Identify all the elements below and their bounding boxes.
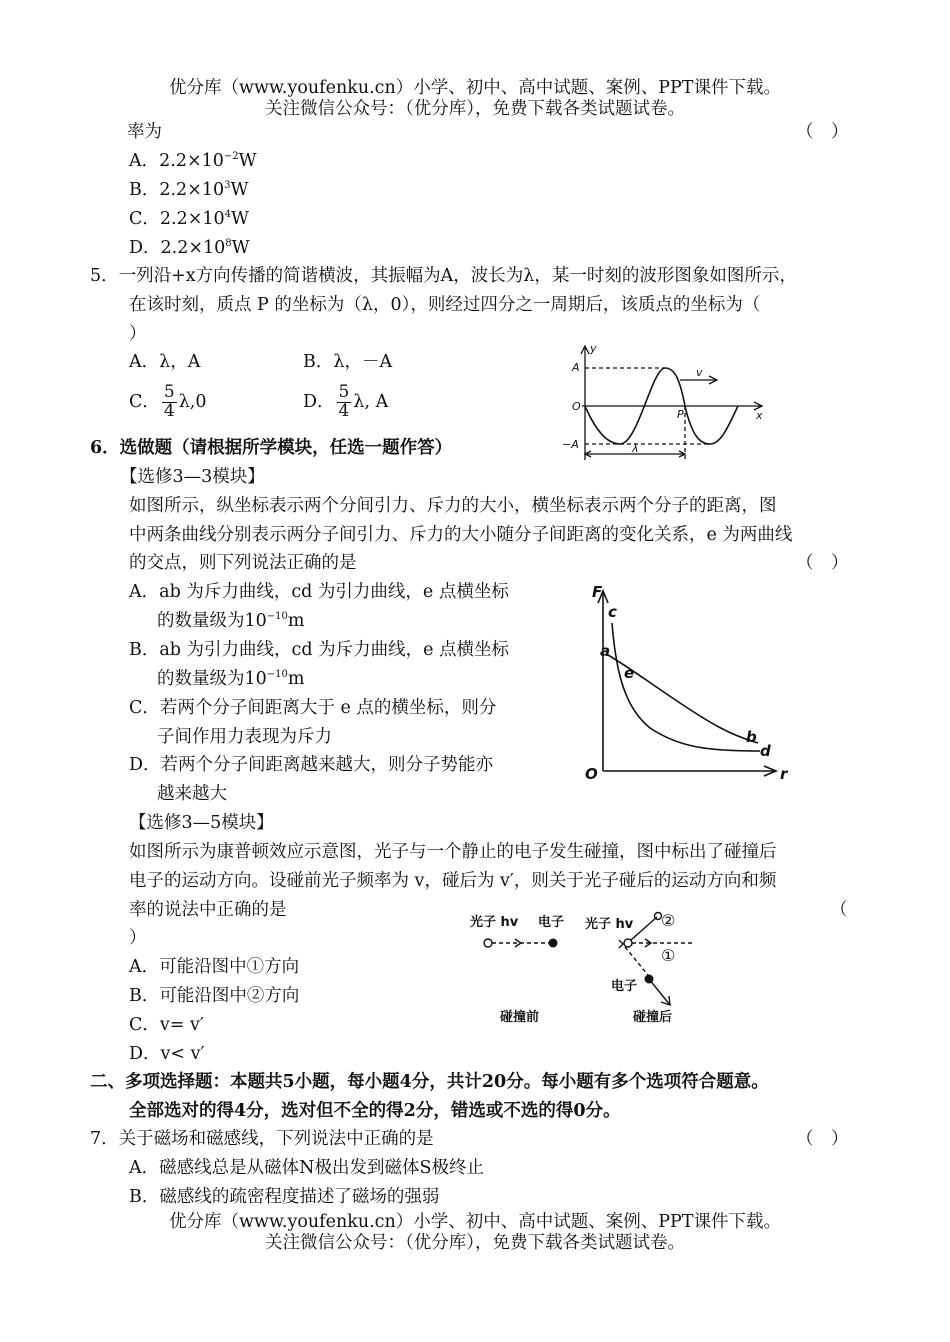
label-photon-before: 光子 hv	[470, 915, 519, 930]
label-c: c	[608, 603, 617, 621]
label-direction-2: ②	[661, 911, 676, 930]
section-2-scoring: 全部选对的得4分，选对但不全的得2分，错选或不选的得0分。	[129, 1101, 621, 1121]
q6-m33-option-d: D．若两个分子间距离越来越大，则分子势能亦	[129, 755, 494, 775]
q5-stem-3: ）	[129, 324, 147, 344]
q6-module-33-heading: 【选修3—3模块】	[120, 467, 265, 487]
q6-m33-stem-1: 如图所示，纵坐标表示两个分间引力、斥力的大小，横坐标表示两个分子的距离，图	[129, 496, 777, 516]
label-o: O	[585, 765, 598, 783]
label-after: 碰撞后	[633, 1010, 673, 1025]
label-v: v	[696, 366, 703, 379]
q6-m33-option-a-cont: 的数量级为$10^{-10}m$	[157, 611, 305, 631]
label-o: O	[572, 400, 581, 413]
label-neg-a: −A	[562, 438, 579, 451]
electron-before	[549, 939, 558, 948]
q6-m33-option-c: C．若两个分子间距离大于 e 点的横坐标，则分	[129, 698, 497, 718]
label-a: A	[572, 361, 580, 374]
fraction-5-4: $\frac{5}{4}$	[163, 382, 175, 421]
q5-stem-1: 5．一列沿+x方向传播的简谐横波，其振幅为A，波长为λ，某一时刻的波形图象如图所示，	[90, 266, 797, 286]
label-e: e	[624, 664, 635, 682]
wave-figure	[560, 340, 770, 465]
q6-m33-paren: （ ）	[796, 553, 849, 573]
label-d: d	[760, 742, 771, 760]
electron-after	[645, 975, 654, 984]
q6-module-35-heading: 【选修3—5模块】	[129, 813, 274, 833]
footer-line-1: 优分库（www.youfenku.cn）小学、初中、高中试题、案例、PPT课件下载。	[169, 1212, 781, 1232]
q6-m33-stem-2: 中两条曲线分别表示两分子间引力、斥力的大小随分子间距离的变化关系，e 为两曲线	[129, 525, 793, 545]
q7-paren: （ ）	[796, 1129, 849, 1149]
header-line-1: 优分库（www.youfenku.cn）小学、初中、高中试题、案例、PPT课件下载。	[169, 78, 781, 98]
label-direction-1: ①	[661, 946, 676, 965]
q4-paren: （ ）	[796, 122, 849, 142]
section-2-heading: 二、多项选择题：本题共5小题，每小题4分，共计20分。每小题有多个选项符合题意。	[90, 1072, 769, 1092]
electron-direction	[649, 979, 670, 1005]
q6-m35-option-c: C．v= v′	[129, 1015, 204, 1035]
q5-option-b: B．λ，－A	[303, 352, 393, 372]
q7-option-b: B．磁感线的疏密程度描述了磁场的强弱	[129, 1187, 440, 1207]
label-electron-before: 电子	[538, 915, 565, 930]
incoming-photon-arrow	[619, 940, 623, 948]
photon-before	[484, 939, 492, 947]
q5-option-a: A．λ，A	[129, 352, 201, 372]
q4-option-a: A．$2.2\times 10^{-2}W$	[129, 151, 257, 171]
label-electron-after: 电子	[611, 979, 638, 994]
q6-m35-stem-2: 电子的运动方向。设碰前光子频率为 v，碰后为 v′，则关于光子碰后的运动方向和频	[129, 871, 777, 891]
electron-path-after	[625, 947, 648, 975]
curve-cd	[612, 623, 760, 751]
q7-option-a: A．磁感线总是从磁体N极出发到磁体S极终止	[129, 1158, 484, 1178]
label-b: b	[746, 728, 757, 746]
q6-m35-paren-close: ）	[129, 928, 147, 948]
photon-after	[624, 939, 632, 947]
q6-m35-stem-1: 如图所示为康普顿效应示意图，光子与一个静止的电子发生碰撞，图中标出了碰撞后	[129, 842, 777, 862]
label-before: 碰撞前	[500, 1010, 540, 1025]
q6-m33-option-b: B．ab 为引力曲线，cd 为斥力曲线，e 点横坐标	[129, 640, 510, 660]
direction-2-path	[631, 917, 657, 940]
label-x: x	[756, 409, 763, 422]
fraction-5-4: $\frac{5}{4}$	[338, 382, 350, 421]
label-lambda: λ	[632, 442, 639, 455]
compton-figure	[465, 905, 705, 1030]
q7-stem: 7．关于磁场和磁感线，下列说法中正确的是	[90, 1129, 434, 1149]
q6-title: 6．选做题（请根据所学模块，任选一题作答）	[90, 438, 453, 458]
q6-m35-stem-3: 率的说法中正确的是	[129, 900, 287, 920]
label-r: r	[780, 765, 788, 783]
q6-m35-option-d: D．v< v′	[129, 1044, 205, 1064]
q4-option-b: B．$2.2\times 10^3W$	[129, 180, 249, 200]
q6-m33-stem-3: 的交点，则下列说法正确的是	[129, 553, 357, 573]
q5-option-d: D． $\frac{5}{4}$ λ, A	[303, 382, 389, 421]
molecular-force-figure	[580, 583, 795, 783]
q5-option-c: C． $\frac{5}{4}$ λ,0	[129, 382, 207, 421]
q4-option-c: C．$2.2\times 10^4W$	[129, 209, 250, 229]
q6-m33-option-a: A．ab 为斥力曲线，cd 为引力曲线，e 点横坐标	[129, 582, 509, 602]
q6-m35-option-a: A．可能沿图中①方向	[129, 957, 300, 977]
q6-m35-paren-open: （	[830, 900, 848, 920]
label-f: F	[592, 583, 603, 601]
label-photon-after: 光子 hv	[585, 917, 634, 932]
label-a: a	[600, 642, 611, 660]
q4-tail: 率为	[127, 122, 162, 142]
q6-m33-option-c-cont: 子间作用力表现为斥力	[157, 727, 332, 747]
q4-option-d: D．$2.2\times 10^8W$	[129, 238, 250, 258]
footer-line-2: 关注微信公众号：（优分库），免费下载各类试题试卷。	[265, 1233, 685, 1253]
header-line-2: 关注微信公众号：（优分库），免费下载各类试题试卷。	[265, 99, 685, 119]
q6-m35-option-b: B．可能沿图中②方向	[129, 986, 300, 1006]
q6-m33-option-d-cont: 越来越大	[157, 784, 227, 804]
q5-stem-2: 在该时刻，质点 P 的坐标为（λ，0），则经过四分之一周期后，该质点的坐标为（	[129, 295, 761, 315]
label-y: y	[590, 342, 597, 355]
q6-m33-option-b-cont: 的数量级为$10^{-10}m$	[157, 669, 305, 689]
label-p: P	[677, 408, 684, 421]
